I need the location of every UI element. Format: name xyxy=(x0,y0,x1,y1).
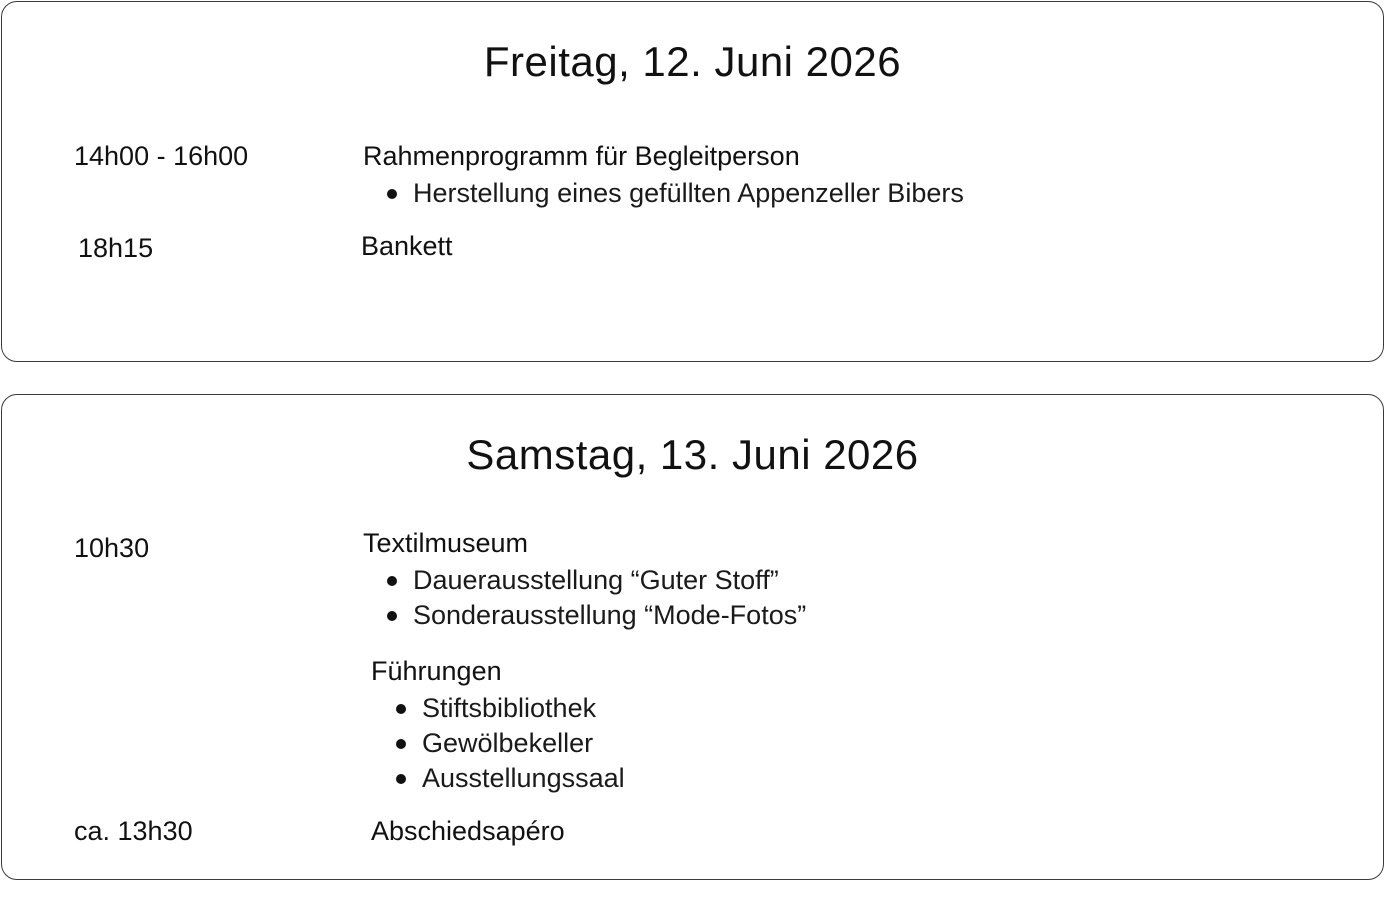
event-title: Rahmenprogramm für Begleitperson xyxy=(363,141,800,171)
list-item-label: Dauerausstellung “Guter Stoff” xyxy=(413,565,779,595)
event-time: ca. 13h30 xyxy=(74,816,193,846)
event-title: Bankett xyxy=(361,231,453,261)
list-item xyxy=(385,598,806,633)
list-item-label: Ausstellungssaal xyxy=(422,763,625,793)
day-card-saturday xyxy=(1,394,1384,880)
list-item xyxy=(394,691,625,726)
list-item-label: Stiftsbibliothek xyxy=(422,693,597,723)
bullet-icon xyxy=(387,611,397,621)
list-item xyxy=(385,563,806,598)
event-item-list xyxy=(394,691,625,796)
list-item-label: Herstellung eines gefüllten Appenzeller Bibers xyxy=(413,178,964,208)
day-card-friday xyxy=(1,1,1384,362)
day-title: Samstag, 13. Juni 2026 xyxy=(466,431,919,478)
event-title: Abschiedsapéro xyxy=(371,816,565,846)
bullet-icon xyxy=(387,189,397,199)
event-time: 10h30 xyxy=(74,533,150,563)
bullet-icon xyxy=(387,576,397,586)
bullet-icon xyxy=(396,739,406,749)
event-item-list xyxy=(385,176,964,211)
list-item-label: Gewölbekeller xyxy=(422,728,594,758)
event-title: Textilmuseum xyxy=(363,528,529,558)
list-item-label: Sonderausstellung “Mode-Fotos” xyxy=(413,600,807,630)
list-item xyxy=(394,726,625,761)
list-item xyxy=(385,176,964,211)
event-time: 18h15 xyxy=(78,233,154,263)
event-item-list xyxy=(385,563,806,633)
bullet-icon xyxy=(396,774,406,784)
bullet-icon xyxy=(396,704,406,714)
event-title: Führungen xyxy=(371,656,502,686)
list-item xyxy=(394,761,625,796)
day-title: Freitag, 12. Juni 2026 xyxy=(483,38,902,85)
event-time: 14h00 - 16h00 xyxy=(74,141,249,171)
